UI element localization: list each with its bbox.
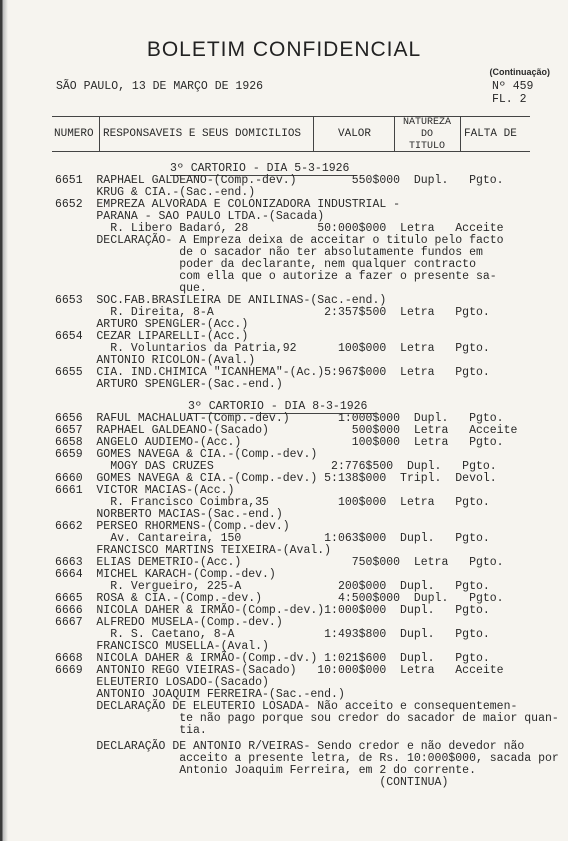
entry-line: 6655 CIA. IND.CHIMICA "ICANHEMA"-(Ac.)5:967$000 Letra Pgto.: [55, 366, 490, 379]
entry-line: R. S. Caetano, 8-A 1:493$800 Dupl. Pgto.: [55, 628, 490, 641]
declaration-line: poder da declarante, nem qualquer contracto: [55, 258, 476, 271]
entry-line: 6657 RAPHAEL GALDEANO-(Sacado) 500$000 Letra Acceite: [55, 424, 518, 437]
entry-line: 6654 CEZAR LIPARELLI-(Acc.): [55, 330, 249, 343]
entry-line: 6656 RAFUL MACHALUAT-(Comp.-dev.) 1:000$000 Dupl. Pgto.: [55, 412, 504, 425]
entry-line: ANTONIO JOAQUIM FERREIRA-(Sac.-end.): [55, 688, 345, 701]
entry-line: KRUG & CIA.-(Sac.-end.): [55, 186, 256, 199]
entry-line: 6665 ROSA & CIA.-(Comp.-dev.) 4:500$000 Dupl. Pgto.: [55, 592, 504, 605]
entry-line: MOGY DAS CRUZES 2:776$500 Dupl. Pgto.: [55, 460, 497, 473]
entry-line: ELEUTERIO LOSADO-(Sacado): [55, 676, 269, 689]
entry-line: ARTURO SPENGLER-(Sac.-end.): [55, 378, 283, 391]
header-divider: [460, 116, 461, 152]
entry-line: R. Voluntarios da Patria,92 100$000 Letra Pgto.: [55, 342, 490, 355]
entry-line: 6651 RAPHAEL GALDEANO-(Comp.-dev.) 550$000 Dupl. Pgto.: [55, 174, 504, 187]
declaration-line: DECLARAÇÃO DE ELEUTERIO LOSADA- Não acceito e consequentemen-: [55, 700, 518, 713]
declaration-line: que.: [55, 282, 207, 295]
header-numero: NUMERO: [54, 128, 94, 140]
entry-line: R. Vergueiro, 225-A 200$000 Dupl. Pgto.: [55, 580, 490, 593]
entry-line: 6662 PERSEO RHORMENS-(Comp.-dev.): [55, 520, 290, 533]
entry-line: 6658 ANGELO AUDIEMO-(Acc.) 100$000 Letra Pgto.: [55, 436, 504, 449]
entry-line: R. Francisco Coimbra,35 100$000 Letra Pgto.: [55, 496, 490, 509]
entry-line: 6663 ELIAS DEMETRIO-(Acc.) 750$000 Letra Pgto.: [55, 556, 504, 569]
entry-line: Av. Cantareira, 150 1:063$000 Dupl. Pgto.: [55, 532, 490, 545]
declaration-line: Antonio Joaquim Ferreira, em 2 do corrente.: [55, 764, 476, 777]
binding-edge: [0, 0, 10, 841]
declaration-line: tia.: [55, 724, 207, 737]
header-natureza-line: DO: [420, 129, 433, 140]
entry-line: 6661 VICTOR MACIAS-(Acc.): [55, 484, 235, 497]
entry-line: PARANA - SAO PAULO LTDA.-(Sacada): [55, 210, 325, 223]
header-valor: VALOR: [338, 128, 372, 140]
section-heading: 3º CARTORIO - DIA 8-3-1926: [188, 400, 368, 413]
entry-line: 6660 GOMES NAVEGA & CIA.-(Comp.-dev.) 5:138$000 Tripl. Devol.: [55, 472, 497, 485]
header-falta-de: FALTA DE: [464, 128, 517, 140]
entry-line: 6669 ANTONIO REGO VIEIRAS-(Sacado) 10:000$000 Letra Acceite: [55, 664, 504, 677]
declaration-line: DECLARAÇÃO DE ANTONIO R/VEIRAS- Sendo credor e não devedor não: [55, 740, 525, 753]
header-natureza-line: TITULO: [408, 141, 445, 152]
header-natureza-line: NATUREZA: [402, 117, 451, 128]
header-responsaveis: RESPONSAVEIS E SEUS DOMICILIOS: [103, 128, 302, 140]
header-divider: [99, 116, 100, 152]
header-divider: [313, 116, 314, 152]
entry-line: FRANCISCO MARTINS TEIXEIRA-(Aval.): [55, 544, 332, 557]
entry-line: ARTURO SPENGLER-(Acc.): [55, 318, 249, 331]
entry-line: 6664 MICHEL KARACH-(Comp.-dev.): [55, 568, 276, 581]
declaration-line: DECLARAÇÃO- A Empreza deixa de acceitar o titulo pelo facto: [55, 234, 504, 247]
sheet-number: FL. 2: [492, 93, 527, 106]
header-natureza: [395, 117, 459, 153]
place-date: SÃO PAULO, 13 DE MARÇO DE 1926: [56, 80, 264, 93]
declaration-line: de o sacador não ter absolutamente fundos em: [55, 246, 483, 259]
entry-line: R. Libero Badaró, 28 50:000$000 Letra Acceite: [55, 222, 504, 235]
continuation-label: (Continuação): [489, 67, 550, 77]
entry-line: 6653 SOC.FAB.BRASILEIRA DE ANILINAS-(Sac.-end.): [55, 294, 387, 307]
entry-line: 6668 NICOLA DAHER & IRMÃO-(Comp.-dv.) 1:021$600 Dupl. Pgto.: [55, 652, 490, 665]
declaration-line: acceito a presente letra, de Rs. 10:000$000, sacada por: [55, 752, 559, 765]
bulletin-number: Nº 459: [492, 80, 534, 93]
entry-line: 6667 ALFREDO MUSELA-(Comp.-dev.): [55, 616, 283, 629]
entry-line: NORBERTO MACIAS-(Sac.-end.): [55, 508, 283, 521]
entry-line: ANTONIO RICOLON-(Aval.): [55, 354, 256, 367]
entry-line: FRANCISCO MUSELLA-(Aval.): [55, 640, 269, 653]
declaration-line: com ella que o autorize a fazer o presente sa-: [55, 270, 497, 283]
section-heading: 3º CARTORIO - DIA 5-3-1926: [170, 162, 350, 175]
entry-line: 6659 GOMES NAVEGA & CIA.-(Comp.-dev.): [55, 448, 318, 461]
continua-label: (CONTINUA): [55, 776, 449, 789]
entry-line: R. Direita, 8-A 2:357$500 Letra Pgto.: [55, 306, 490, 319]
document-title: BOLETIM CONFIDENCIAL: [146, 38, 422, 61]
entry-line: 6666 NICOLA DAHER & IRMÃO-(Comp.-dev.)1:000$000 Dupl. Pgto.: [55, 604, 490, 617]
entry-line: 6652 EMPREZA ALVORADA E COLONIZADORA INDUSTRIAL -: [55, 198, 401, 211]
declaration-line: te não pago porque sou credor do sacador de maior quan-: [55, 712, 559, 725]
